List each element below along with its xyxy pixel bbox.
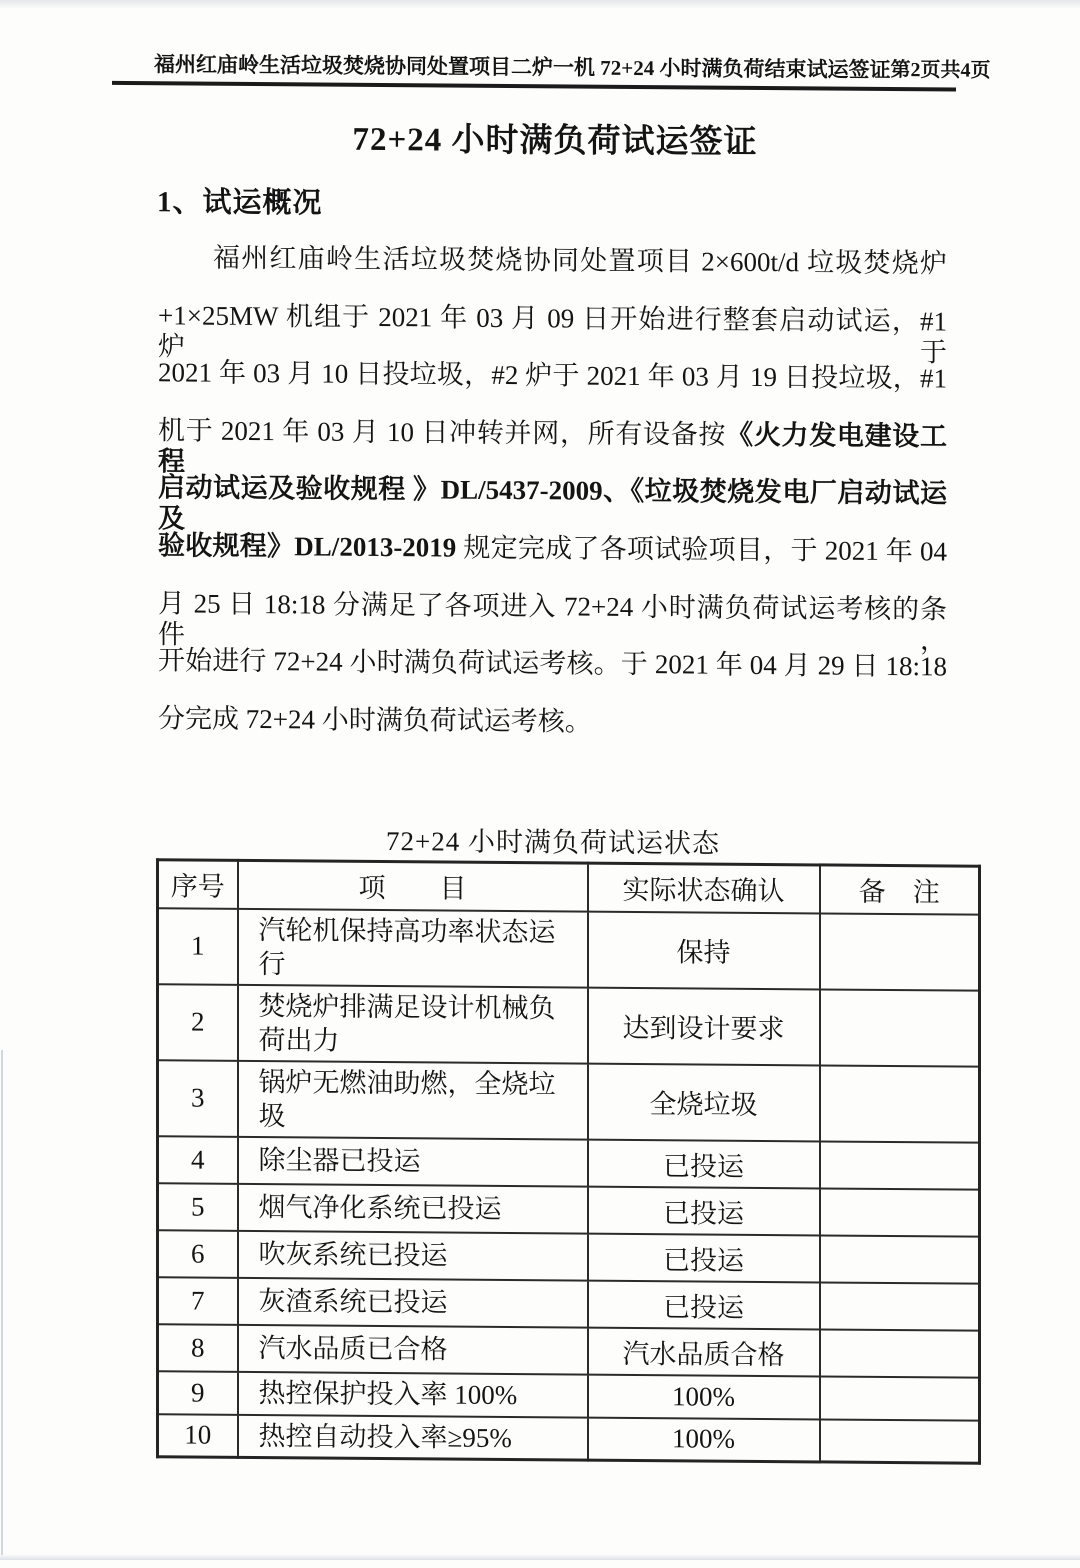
paragraph-line bbox=[158, 415, 947, 479]
cell-note bbox=[820, 1235, 980, 1283]
section-1-heading: 1、试运概况 bbox=[157, 186, 323, 220]
paragraph-text: 分完成 72+24 小时满负荷试运考核。 bbox=[158, 702, 592, 737]
cell-item: 热控自动投入率≥95% bbox=[238, 1414, 588, 1460]
document-title: 72+24 小时满负荷试运签证 bbox=[352, 121, 758, 161]
cell-note bbox=[820, 1419, 980, 1463]
table-row bbox=[158, 1277, 980, 1330]
paragraph-bold-text: 《火力发电建设工程 bbox=[158, 419, 947, 477]
cell-no: 4 bbox=[158, 1136, 238, 1184]
status-table-body bbox=[158, 908, 980, 1463]
table-row bbox=[158, 1324, 980, 1377]
table-header-cell: 项 目 bbox=[238, 860, 588, 911]
overview-paragraph bbox=[158, 242, 947, 767]
cell-note bbox=[820, 1282, 980, 1330]
paragraph-line bbox=[158, 530, 947, 594]
paragraph-text: 月 25 日 18:18 分满足了各项进入 72+24 小时满负荷试运考核的条件， bbox=[158, 587, 947, 656]
table-title: 72+24 小时满负荷试运状态 bbox=[386, 826, 720, 859]
table-row bbox=[158, 1060, 980, 1142]
paragraph-line bbox=[158, 473, 947, 537]
cell-item: 灰渣系统已投运 bbox=[238, 1277, 588, 1327]
paragraph-text: 规定完成了各项试验项目，于 2021 年 04 bbox=[456, 532, 948, 567]
status-table-header bbox=[158, 860, 980, 914]
paragraph-text: +1×25MW 机组于 2021 年 03 月 09 日开始进行整套启动试运，#1 炉于 bbox=[158, 299, 947, 368]
cell-status: 汽水品质合格 bbox=[588, 1327, 820, 1376]
cell-item: 吹灰系统已投运 bbox=[238, 1230, 588, 1280]
cell-note bbox=[820, 1065, 980, 1142]
paragraph-line bbox=[158, 587, 947, 656]
cell-item: 焚烧炉排满足设计机械负荷出力 bbox=[238, 984, 588, 1063]
cell-note bbox=[820, 1188, 980, 1236]
cell-no: 5 bbox=[158, 1183, 238, 1231]
cell-item: 锅炉无燃油助燃，全烧垃圾 bbox=[238, 1060, 588, 1139]
table-header-cell: 序号 bbox=[158, 860, 238, 909]
table-row bbox=[158, 1371, 980, 1420]
page-number: 第2页共4页 bbox=[890, 58, 991, 82]
cell-status: 100% bbox=[588, 1374, 820, 1419]
table-row bbox=[158, 1136, 980, 1189]
cell-status: 已投运 bbox=[588, 1233, 820, 1282]
table-row bbox=[158, 1183, 980, 1236]
table-header-cell: 实际状态确认 bbox=[588, 863, 820, 913]
cell-status: 全烧垃圾 bbox=[588, 1063, 820, 1141]
cell-no: 8 bbox=[158, 1324, 238, 1372]
cell-no: 3 bbox=[158, 1060, 238, 1137]
cell-status: 已投运 bbox=[588, 1186, 820, 1235]
cell-note bbox=[820, 1376, 980, 1420]
table-row bbox=[158, 1230, 980, 1283]
cell-item: 烟气净化系统已投运 bbox=[238, 1183, 588, 1233]
cell-no: 10 bbox=[158, 1414, 238, 1458]
cell-note bbox=[820, 1329, 980, 1377]
cell-no: 7 bbox=[158, 1277, 238, 1325]
paragraph-bold-text: 启动试运及验收规程 》DL/5437-2009、《垃圾焚烧发电厂启动试运及 bbox=[158, 472, 947, 534]
cell-no: 1 bbox=[158, 908, 238, 985]
table-row bbox=[158, 1414, 980, 1463]
status-table bbox=[156, 858, 981, 1464]
cell-note bbox=[820, 1141, 980, 1189]
paragraph-text: 机于 2021 年 03 月 10 日冲转并网，所有设备按 bbox=[158, 415, 727, 450]
cell-note bbox=[820, 913, 980, 990]
table-row bbox=[158, 984, 980, 1066]
table-header-cell: 备 注 bbox=[820, 865, 980, 914]
cell-no: 6 bbox=[158, 1230, 238, 1278]
paragraph-line bbox=[158, 242, 947, 306]
cell-status: 100% bbox=[588, 1417, 820, 1462]
paragraph-bold-text: 验收规程》DL/2013-2019 bbox=[158, 530, 457, 563]
cell-status: 达到设计要求 bbox=[588, 987, 820, 1065]
paragraph-line bbox=[158, 645, 947, 709]
paragraph-line bbox=[158, 357, 947, 421]
cell-note bbox=[820, 989, 980, 1066]
cell-status: 已投运 bbox=[588, 1280, 820, 1329]
paragraph-text: 福州红庙岭生活垃圾焚烧协同处置项目 2×600t/d 垃圾焚烧炉 bbox=[213, 242, 947, 279]
page-header bbox=[154, 51, 991, 83]
table-row bbox=[158, 908, 980, 990]
cell-no: 2 bbox=[158, 984, 238, 1061]
paragraph-text: 开始进行 72+24 小时满负荷试运考核。于 2021 年 04 月 29 日 18:18 bbox=[158, 645, 947, 682]
cell-item: 除尘器已投运 bbox=[238, 1136, 588, 1186]
paragraph-line bbox=[158, 299, 947, 368]
cell-status: 已投运 bbox=[588, 1139, 820, 1188]
cell-status: 保持 bbox=[588, 911, 820, 989]
cell-item: 汽水品质已合格 bbox=[238, 1324, 588, 1374]
table-header-row bbox=[158, 860, 980, 914]
paragraph-line bbox=[158, 703, 947, 767]
cell-item: 热控保护投入率 100% bbox=[238, 1371, 588, 1417]
header-title: 福州红庙岭生活垃圾焚烧协同处置项目二炉一机 72+24 小时满负荷结束试运签证 bbox=[154, 52, 891, 82]
cell-item: 汽轮机保持高功率状态运行 bbox=[238, 908, 588, 987]
cell-no: 9 bbox=[158, 1371, 238, 1415]
paragraph-text: 2021 年 03 月 10 日投垃圾，#2 炉于 2021 年 03 月 19 日投垃圾，#1 bbox=[158, 357, 947, 394]
